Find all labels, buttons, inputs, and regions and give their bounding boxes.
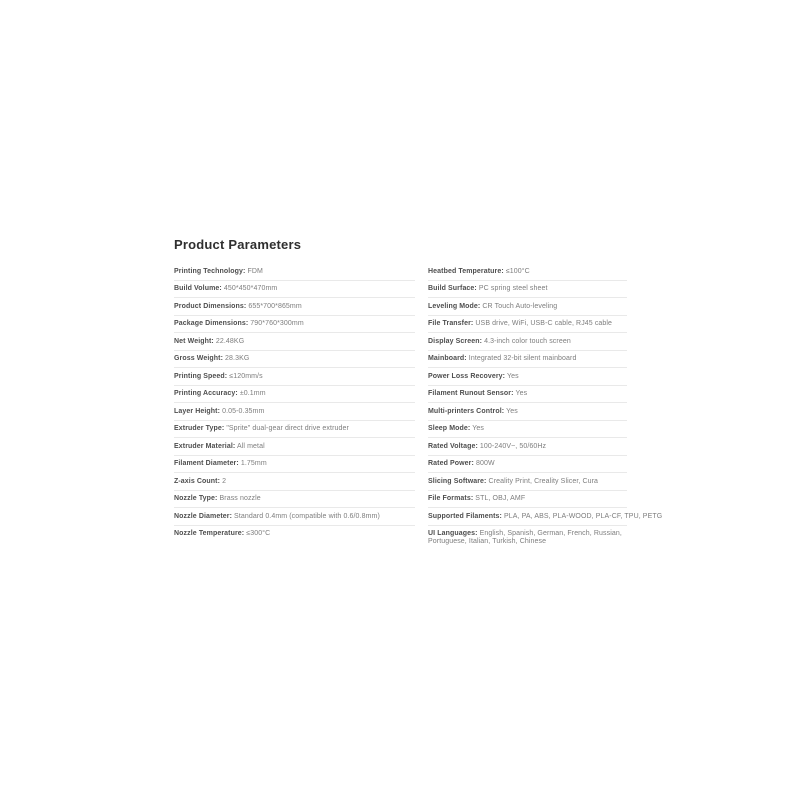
spec-value: 2: [220, 477, 227, 485]
spec-value: All metal: [235, 442, 265, 450]
spec-column-left: [174, 263, 415, 543]
spec-label: Build Volume:: [174, 285, 222, 293]
spec-value: Yes: [470, 425, 484, 433]
spec-row: [428, 333, 627, 351]
spec-row: [174, 526, 415, 544]
spec-value: PC spring steel sheet: [476, 285, 548, 293]
spec-row: [428, 263, 627, 281]
spec-row: [174, 281, 415, 299]
spec-row: [174, 368, 415, 386]
spec-label: Printing Technology:: [174, 267, 246, 275]
spec-label: File Transfer:: [428, 320, 474, 328]
spec-value: English, Spanish, German, French, Russian, Portuguese, Italian, Turkish, Chinese: [428, 530, 622, 546]
spec-value: 1.75mm: [238, 460, 267, 468]
spec-value: ±0.1mm: [237, 390, 266, 398]
spec-value: ≤300°C: [244, 530, 271, 538]
spec-value: Yes: [504, 407, 518, 415]
spec-value: 22.48KG: [213, 337, 245, 345]
spec-value: 450*450*470mm: [221, 285, 278, 293]
spec-label: Printing Speed:: [174, 372, 228, 380]
page-title: Product Parameters: [174, 237, 302, 252]
spec-label: Supported Filaments:: [428, 512, 502, 520]
spec-value: Yes: [513, 390, 528, 398]
spec-label: Rated Voltage:: [428, 442, 478, 450]
spec-label: Leveling Mode:: [428, 302, 481, 310]
spec-label: UI Languages:: [428, 530, 478, 538]
spec-label: Gross Weight:: [174, 355, 224, 363]
spec-value: STL, OBJ, AMF: [473, 495, 526, 503]
spec-label: Printing Accuracy:: [174, 390, 238, 398]
spec-label: Sleep Mode:: [428, 425, 471, 433]
spec-row: [174, 333, 415, 351]
spec-label: Build Surface:: [428, 285, 477, 293]
spec-row: [428, 491, 627, 509]
spec-label: File Formats:: [428, 495, 474, 503]
spec-row: [428, 386, 627, 404]
spec-label: Extruder Type:: [174, 425, 225, 433]
spec-row: [174, 298, 415, 316]
spec-label: Slicing Software:: [428, 477, 487, 485]
spec-label: Nozzle Type:: [174, 495, 218, 503]
spec-value: USB drive, WiFi, USB-C cable, RJ45 cable: [473, 320, 613, 328]
spec-value: FDM: [245, 267, 263, 275]
spec-row: [174, 263, 415, 281]
spec-value: Creality Print, Creality Slicer, Cura: [486, 477, 599, 485]
spec-label: Filament Diameter:: [174, 460, 239, 468]
spec-row: [428, 438, 627, 456]
spec-row: [174, 351, 415, 369]
spec-label: Mainboard:: [428, 355, 467, 363]
spec-row: [428, 316, 627, 334]
spec-row: [428, 368, 627, 386]
spec-table: [174, 263, 663, 546]
spec-label: Power Loss Recovery:: [428, 372, 506, 380]
spec-row: [428, 421, 627, 439]
spec-value: Brass nozzle: [217, 495, 261, 503]
spec-value: 655*700*865mm: [246, 302, 302, 310]
spec-row: [428, 473, 627, 491]
spec-value: "Sprite" dual-gear direct drive extruder: [224, 425, 349, 433]
spec-row: [174, 508, 415, 526]
spec-value: 790*760*300mm: [248, 320, 304, 328]
spec-label: Display Screen:: [428, 337, 483, 345]
spec-row: [174, 491, 415, 509]
spec-value: 4.3-inch color touch screen: [482, 337, 571, 345]
spec-row: [174, 473, 415, 491]
spec-value: Yes: [505, 372, 519, 380]
spec-label: Product Dimensions:: [174, 302, 247, 310]
spec-value: 800W: [473, 460, 495, 468]
spec-label: Heatbed Temperature:: [428, 267, 504, 275]
spec-value: 28.3KG: [223, 355, 250, 363]
spec-value: PLA, PA, ABS, PLA-WOOD, PLA-CF, TPU, PETG: [501, 512, 663, 520]
spec-value: CR Touch Auto-leveling: [480, 302, 558, 310]
spec-value: ≤100°C: [503, 267, 530, 275]
spec-row: [174, 316, 415, 334]
spec-value: 0.05-0.35mm: [220, 407, 265, 415]
spec-label: Nozzle Diameter:: [174, 512, 233, 520]
spec-row: [428, 508, 663, 526]
spec-label: Z-axis Count:: [174, 477, 221, 485]
spec-label: Nozzle Temperature:: [174, 530, 245, 538]
spec-label: Package Dimensions:: [174, 320, 249, 328]
spec-row: [174, 386, 415, 404]
spec-label: Layer Height:: [174, 407, 221, 415]
product-parameters-section: [174, 237, 663, 546]
spec-row: [174, 421, 415, 439]
spec-label: Multi-printers Control:: [428, 407, 505, 415]
spec-row: [428, 281, 627, 299]
spec-value: ≤120mm/s: [227, 372, 263, 380]
spec-row: [428, 456, 627, 474]
spec-column-right: [428, 263, 663, 546]
spec-row: [428, 526, 627, 547]
spec-row: [174, 438, 415, 456]
spec-row: [174, 456, 415, 474]
spec-row: [174, 403, 415, 421]
spec-value: 100-240V~, 50/60Hz: [477, 442, 547, 450]
spec-row: [428, 298, 627, 316]
spec-value: Standard 0.4mm (compatible with 0.6/0.8mm): [232, 512, 380, 520]
spec-row: [428, 351, 627, 369]
spec-label: Filament Runout Sensor:: [428, 390, 514, 398]
spec-row: [428, 403, 627, 421]
spec-label: Net Weight:: [174, 337, 214, 345]
spec-label: Extruder Material:: [174, 442, 236, 450]
spec-label: Rated Power:: [428, 460, 474, 468]
spec-value: Integrated 32-bit silent mainboard: [466, 355, 577, 363]
